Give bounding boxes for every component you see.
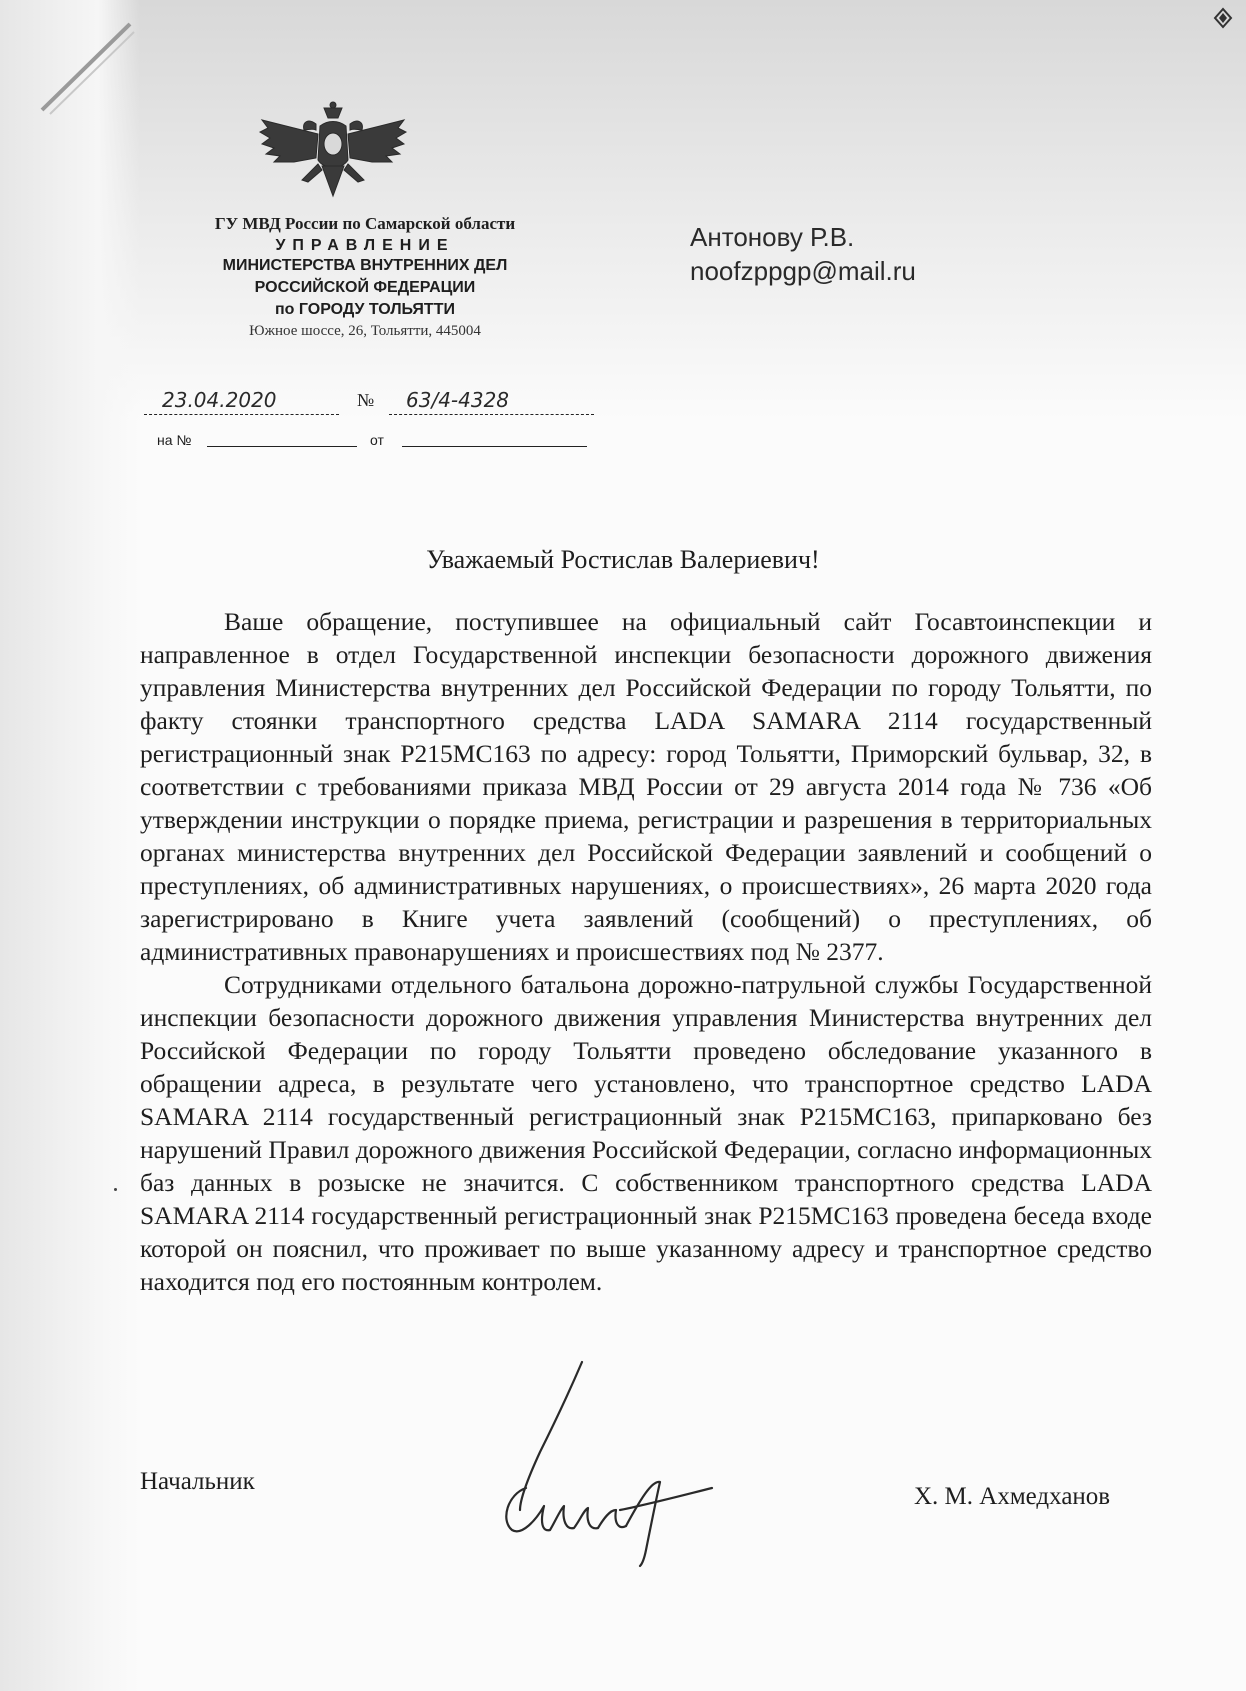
recipient-block (690, 220, 916, 288)
corner-mark (1212, 6, 1234, 30)
recipient-name: Антонову Р.В. (690, 222, 855, 252)
scan-edge-shading (0, 0, 140, 1691)
reference-line (157, 430, 597, 454)
ref-label: на № (157, 432, 192, 448)
paragraph-1: Ваше обращение, поступившее на официальный сайт Госавтоинспекции и направленное в отдел Государственной инспекции безопасности дорожного движения управления Министерства внутренних дел Российской Федерации по городу Тольятти, по факту стоянки транспортного средства LADA SAMARA 2114 государственный регистрационный знак Р215МС163 по адресу: город Тольятти, Приморский бульвар, 32, в соответствии с требованиями приказа МВД России от 29 августа 2014 года № 736 «Об утверждении инструкции о порядке приема, регистрации и разрешения в территориальных органах министерства внутренних дел Российской Федерации заявлений и сообщений о преступлениях, об административных нарушениях, о происшествиях», 26 марта 2020 года зарегистрировано в Книге учета заявлений (сообщений) о преступлениях, об административных правонарушениях и происшествиях под № 2377. (140, 607, 1152, 966)
from-underline (402, 446, 587, 447)
handwritten-signature (490, 1360, 720, 1570)
scan-shading (0, 0, 1246, 420)
from-label: от (370, 432, 384, 448)
org-line-3: МИНИСТЕРСТВА ВНУТРЕННИХ ДЕЛ (222, 257, 508, 274)
org-line-5: по ГОРОДУ ТОЛЬЯТТИ (275, 301, 455, 318)
organization-header (160, 214, 570, 340)
greeting: Уважаемый Ростислав Валериевич! (426, 545, 820, 574)
registration-number: 63/4-4328 (406, 388, 510, 412)
org-address: Южное шоссе, 26, Тольятти, 445004 (249, 323, 481, 339)
paragraph-2: Сотрудниками отдельного батальона дорожно-патрульной службы Государственной инспекции безопасности дорожного движения управления Министерства внутренних дел Российской Федерации по городу Тольятти проведено обследование указанного в обращении адреса, в результате чего установлено, что транспортное средство LADA SAMARA 2114 государственный регистрационный знак Р215МС163, припарковано без нарушений Правил дорожного движения Российской Федерации, согласно информационных баз данных в розыске не значится. С собственником транспортного средства LADA SAMARA 2114 государственный регистрационный знак Р215МС163 проведена беседа входе которой он пояснил, что проживает по выше указанному адресу и транспортное средство находится под его постоянным контролем. (140, 970, 1152, 1296)
fold-crease-mark (30, 10, 150, 130)
number-label: № (357, 390, 375, 410)
registration-line (144, 388, 594, 418)
org-line-1: ГУ МВД России по Самарской области (214, 214, 516, 233)
ref-underline (207, 446, 357, 447)
signatory-name: Х. М. Ахмедханов (914, 1483, 1111, 1510)
eagle-emblem-icon (258, 100, 408, 210)
registration-date: 23.04.2020 (162, 388, 277, 412)
org-line-4: РОССИЙСКОЙ ФЕДЕРАЦИИ (254, 279, 476, 296)
org-line-2: УПРАВЛЕНИЕ (275, 237, 455, 254)
letter-body (140, 605, 1152, 1298)
scan-speck (114, 1188, 117, 1191)
signatory-title: Начальник (140, 1468, 255, 1495)
recipient-email: noofzppgp@mail.ru (690, 256, 916, 286)
